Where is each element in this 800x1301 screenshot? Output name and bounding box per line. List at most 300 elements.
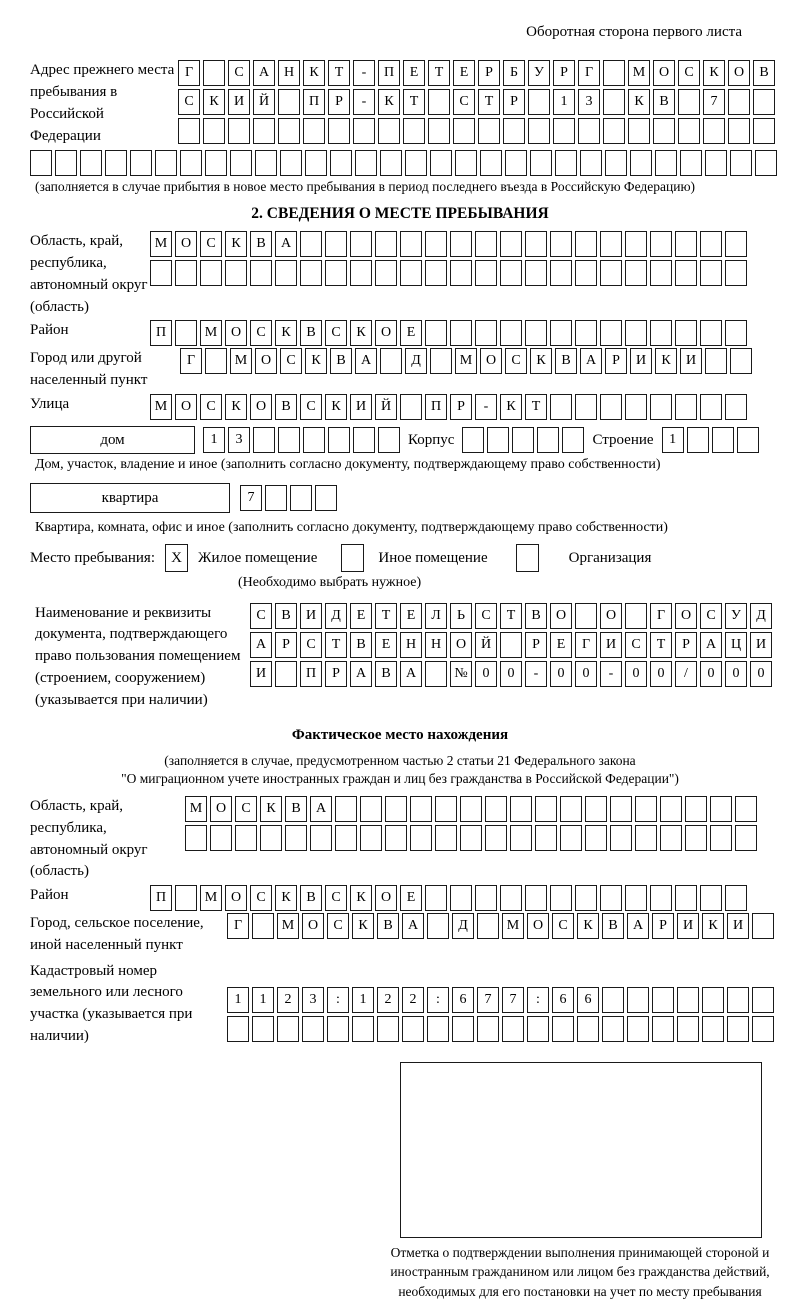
char-box: Г: [650, 603, 672, 629]
char-box: [735, 796, 757, 822]
char-box: Р: [325, 661, 347, 687]
char-box: [327, 1016, 349, 1042]
s2-raion-field: [30, 320, 800, 346]
fact-title: Фактическое место нахождения: [0, 725, 800, 745]
char-box: [735, 825, 757, 851]
char-box: 7: [703, 89, 725, 115]
char-box: [425, 661, 447, 687]
char-box: №: [450, 661, 472, 687]
char-box: М: [455, 348, 477, 374]
char-box: И: [250, 661, 272, 687]
s2-ulitsa-row: [150, 394, 747, 420]
char-box: [610, 796, 632, 822]
char-box: [575, 231, 597, 257]
char-box: :: [327, 987, 349, 1013]
char-box: [530, 150, 552, 176]
char-box: 0: [750, 661, 772, 687]
prev-address-row-3: [178, 118, 775, 144]
char-box: М: [230, 348, 252, 374]
char-box: Р: [478, 60, 500, 86]
s2-mesto-opt1-checkbox: X: [165, 544, 188, 572]
char-box: С: [250, 885, 272, 911]
prev-address-row-1: [178, 60, 775, 86]
char-box: [675, 885, 697, 911]
char-box: Б: [503, 60, 525, 86]
char-box: :: [427, 987, 449, 1013]
char-box: В: [602, 913, 624, 939]
s2-mesto-row: [30, 544, 800, 572]
char-box: [600, 320, 622, 346]
s2-oblast-grid: [150, 231, 747, 286]
char-box: 0: [650, 661, 672, 687]
char-box: /: [675, 661, 697, 687]
char-box: 0: [725, 661, 747, 687]
char-box: [560, 825, 582, 851]
char-box: И: [680, 348, 702, 374]
s2-doc-row-1: [250, 603, 772, 629]
char-box: С: [325, 885, 347, 911]
char-box: Л: [425, 603, 447, 629]
char-box: [425, 320, 447, 346]
char-box: [575, 885, 597, 911]
char-box: [252, 1016, 274, 1042]
char-box: Т: [428, 60, 450, 86]
char-box: [702, 987, 724, 1013]
char-box: О: [175, 231, 197, 257]
char-box: [428, 89, 450, 115]
char-box: [205, 348, 227, 374]
char-box: [380, 150, 402, 176]
char-box: 1: [662, 427, 684, 453]
char-box: [277, 1016, 299, 1042]
char-box: А: [350, 661, 372, 687]
char-box: [755, 150, 777, 176]
char-box: П: [378, 60, 400, 86]
char-box: [603, 89, 625, 115]
char-box: [485, 796, 507, 822]
char-box: 7: [477, 987, 499, 1013]
char-box: [575, 320, 597, 346]
char-box: К: [378, 89, 400, 115]
char-box: [425, 231, 447, 257]
char-box: Р: [328, 89, 350, 115]
char-box: 1: [553, 89, 575, 115]
prev-address-row-2: [178, 89, 775, 115]
char-box: [455, 150, 477, 176]
char-box: [625, 260, 647, 286]
char-box: В: [555, 348, 577, 374]
char-box: В: [275, 603, 297, 629]
char-box: С: [700, 603, 722, 629]
char-box: [428, 118, 450, 144]
char-box: [180, 150, 202, 176]
char-box: [700, 394, 722, 420]
char-box: [275, 260, 297, 286]
char-box: [303, 427, 325, 453]
char-box: [427, 913, 449, 939]
s2-mesto-opt3-checkbox: [516, 544, 539, 572]
char-box: [290, 485, 312, 511]
char-box: Н: [278, 60, 300, 86]
char-box: [485, 825, 507, 851]
s2-kvartira-cells: [240, 485, 337, 511]
char-box: [700, 260, 722, 286]
char-box: [712, 427, 734, 453]
char-box: [728, 118, 750, 144]
char-box: [702, 1016, 724, 1042]
char-box: Т: [325, 632, 347, 658]
char-box: К: [275, 320, 297, 346]
char-box: М: [185, 796, 207, 822]
char-box: [427, 1016, 449, 1042]
char-box: [650, 320, 672, 346]
char-box: С: [505, 348, 527, 374]
char-box: Е: [375, 632, 397, 658]
fact-raion-field: [30, 885, 800, 911]
char-box: [727, 1016, 749, 1042]
char-box: Н: [400, 632, 422, 658]
char-box: [260, 825, 282, 851]
char-box: К: [350, 320, 372, 346]
char-box: [55, 150, 77, 176]
char-box: [678, 89, 700, 115]
char-box: [580, 150, 602, 176]
char-box: [378, 427, 400, 453]
fact-note-2: "О миграционном учете иностранных граждан и лиц без гражданства в Российской Федерации"): [0, 770, 800, 788]
char-box: [435, 796, 457, 822]
char-box: [600, 394, 622, 420]
char-box: [550, 885, 572, 911]
section2-title: 2. СВЕДЕНИЯ О МЕСТЕ ПРЕБЫВАНИЯ: [0, 204, 800, 225]
char-box: [410, 796, 432, 822]
char-box: [475, 320, 497, 346]
char-box: [675, 260, 697, 286]
fact-oblast-row-2: [185, 825, 757, 851]
char-box: [478, 118, 500, 144]
fact-raion-row: [150, 885, 747, 911]
char-box: М: [150, 231, 172, 257]
char-box: [178, 118, 200, 144]
char-box: О: [375, 320, 397, 346]
char-box: О: [225, 320, 247, 346]
char-box: В: [330, 348, 352, 374]
char-box: Т: [375, 603, 397, 629]
char-box: Т: [525, 394, 547, 420]
char-box: [278, 89, 300, 115]
char-box: [452, 1016, 474, 1042]
char-box: [603, 60, 625, 86]
char-box: [502, 1016, 524, 1042]
char-box: [225, 260, 247, 286]
char-box: 3: [228, 427, 250, 453]
fact-note-1: (заполняется в случае, предусмотренном частью 2 статьи 21 Федерального закона: [0, 752, 800, 770]
char-box: [725, 320, 747, 346]
char-box: [335, 796, 357, 822]
char-box: [203, 60, 225, 86]
char-box: [210, 825, 232, 851]
char-box: [728, 89, 750, 115]
char-box: [203, 118, 225, 144]
char-box: А: [355, 348, 377, 374]
char-box: Г: [178, 60, 200, 86]
char-box: [450, 260, 472, 286]
char-box: Т: [500, 603, 522, 629]
char-box: [727, 987, 749, 1013]
fact-kadastr-row-1: [227, 987, 774, 1013]
char-box: С: [200, 231, 222, 257]
char-box: [252, 913, 274, 939]
char-box: [585, 796, 607, 822]
char-box: [525, 885, 547, 911]
char-box: О: [675, 603, 697, 629]
char-box: [528, 118, 550, 144]
char-box: [752, 987, 774, 1013]
char-box: Й: [475, 632, 497, 658]
char-box: [130, 150, 152, 176]
char-box: [275, 661, 297, 687]
char-box: А: [700, 632, 722, 658]
prev-address-row-4: [30, 150, 800, 176]
char-box: С: [228, 60, 250, 86]
char-box: [562, 427, 584, 453]
char-box: С: [250, 603, 272, 629]
char-box: [650, 394, 672, 420]
char-box: Р: [275, 632, 297, 658]
s2-doc-row-2: [250, 632, 772, 658]
char-box: Н: [425, 632, 447, 658]
char-box: 7: [240, 485, 262, 511]
fact-kadastr-label: Кадастровый номер земельного или лесного участка (указывается при наличии): [30, 961, 227, 1048]
char-box: [487, 427, 509, 453]
char-box: Е: [400, 603, 422, 629]
char-box: Р: [450, 394, 472, 420]
char-box: [627, 987, 649, 1013]
char-box: К: [628, 89, 650, 115]
char-box: [577, 1016, 599, 1042]
char-box: К: [577, 913, 599, 939]
char-box: [650, 231, 672, 257]
char-box: [675, 231, 697, 257]
char-box: Р: [675, 632, 697, 658]
char-box: [155, 150, 177, 176]
char-box: П: [303, 89, 325, 115]
char-box: [450, 885, 472, 911]
char-box: [175, 885, 197, 911]
char-box: К: [325, 394, 347, 420]
char-box: [677, 1016, 699, 1042]
char-box: [700, 231, 722, 257]
char-box: 1: [352, 987, 374, 1013]
char-box: [353, 118, 375, 144]
char-box: [360, 796, 382, 822]
char-box: С: [178, 89, 200, 115]
char-box: К: [275, 885, 297, 911]
char-box: В: [300, 320, 322, 346]
s2-oblast-row-1: [150, 231, 747, 257]
char-box: [627, 1016, 649, 1042]
char-box: Д: [750, 603, 772, 629]
char-box: [500, 320, 522, 346]
char-box: К: [350, 885, 372, 911]
char-box: [610, 825, 632, 851]
char-box: И: [228, 89, 250, 115]
char-box: [385, 796, 407, 822]
char-box: [430, 348, 452, 374]
char-box: С: [678, 60, 700, 86]
char-box: [450, 320, 472, 346]
char-box: С: [327, 913, 349, 939]
char-box: [537, 427, 559, 453]
char-box: [227, 1016, 249, 1042]
char-box: [685, 796, 707, 822]
s2-doc-block: [35, 603, 800, 712]
char-box: О: [225, 885, 247, 911]
char-box: [687, 427, 709, 453]
s2-dom-box: дом: [30, 426, 195, 454]
char-box: [500, 260, 522, 286]
char-box: [753, 118, 775, 144]
char-box: [30, 150, 52, 176]
char-box: М: [628, 60, 650, 86]
char-box: [278, 118, 300, 144]
char-box: -: [353, 89, 375, 115]
char-box: [175, 320, 197, 346]
fact-kadastr-field: [30, 961, 800, 1048]
prev-address-note: (заполняется в случае прибытия в новое место пребывания в период последнего въезда в Российскую Федерацию): [35, 178, 800, 196]
char-box: [375, 260, 397, 286]
char-box: [353, 427, 375, 453]
char-box: [652, 987, 674, 1013]
char-box: У: [725, 603, 747, 629]
char-box: [585, 825, 607, 851]
char-box: В: [525, 603, 547, 629]
char-box: П: [425, 394, 447, 420]
char-box: И: [600, 632, 622, 658]
char-box: [525, 231, 547, 257]
char-box: [505, 150, 527, 176]
char-box: В: [753, 60, 775, 86]
char-box: К: [655, 348, 677, 374]
char-box: [725, 231, 747, 257]
char-box: А: [310, 796, 332, 822]
char-box: К: [225, 394, 247, 420]
char-box: [575, 260, 597, 286]
char-box: [475, 231, 497, 257]
char-box: Й: [375, 394, 397, 420]
char-box: [462, 427, 484, 453]
char-box: И: [727, 913, 749, 939]
char-box: [550, 231, 572, 257]
char-box: [477, 1016, 499, 1042]
char-box: [325, 260, 347, 286]
char-box: О: [255, 348, 277, 374]
char-box: [477, 913, 499, 939]
char-box: [253, 118, 275, 144]
char-box: 3: [302, 987, 324, 1013]
s2-kvartira-box: квартира: [30, 483, 230, 513]
char-box: [578, 118, 600, 144]
char-box: [510, 796, 532, 822]
s2-oblast-row-2: [150, 260, 747, 286]
char-box: Ь: [450, 603, 472, 629]
char-box: [378, 118, 400, 144]
char-box: В: [300, 885, 322, 911]
char-box: [730, 348, 752, 374]
char-box: [80, 150, 102, 176]
char-box: [630, 150, 652, 176]
char-box: И: [677, 913, 699, 939]
s2-ulitsa-label: Улица: [30, 394, 150, 416]
s2-mesto-opt2-checkbox: [341, 544, 364, 572]
char-box: О: [250, 394, 272, 420]
char-box: [525, 260, 547, 286]
char-box: И: [630, 348, 652, 374]
char-box: [350, 260, 372, 286]
char-box: [300, 260, 322, 286]
char-box: [405, 150, 427, 176]
confirmation-stamp-note: Отметка о подтверждении выполнения принимающей стороной и иностранным гражданином или лицом без гражданства действий, необходимых для его постановки на учет по месту пребывания: [382, 1243, 778, 1301]
char-box: [328, 118, 350, 144]
char-box: [625, 885, 647, 911]
char-box: С: [300, 394, 322, 420]
char-box: [335, 825, 357, 851]
char-box: С: [250, 320, 272, 346]
char-box: О: [600, 603, 622, 629]
char-box: [677, 987, 699, 1013]
char-box: Т: [650, 632, 672, 658]
char-box: Д: [452, 913, 474, 939]
char-box: [653, 118, 675, 144]
char-box: [400, 260, 422, 286]
char-box: [560, 796, 582, 822]
char-box: [402, 1016, 424, 1042]
char-box: И: [750, 632, 772, 658]
char-box: В: [250, 231, 272, 257]
char-box: [527, 1016, 549, 1042]
char-box: 6: [452, 987, 474, 1013]
char-box: [737, 427, 759, 453]
char-box: [253, 427, 275, 453]
char-box: О: [302, 913, 324, 939]
char-box: [753, 89, 775, 115]
char-box: 0: [575, 661, 597, 687]
fact-kadastr-row-2: [227, 1016, 774, 1042]
char-box: М: [200, 320, 222, 346]
char-box: Г: [180, 348, 202, 374]
char-box: К: [703, 60, 725, 86]
char-box: [403, 118, 425, 144]
char-box: О: [550, 603, 572, 629]
char-box: -: [600, 661, 622, 687]
s2-mesto-label: Место пребывания:: [30, 548, 155, 568]
char-box: Е: [400, 320, 422, 346]
char-box: Д: [325, 603, 347, 629]
char-box: [752, 913, 774, 939]
char-box: [625, 320, 647, 346]
s2-dom-cells: [203, 427, 400, 453]
s2-mesto-opt3-label: Организация: [569, 548, 652, 568]
char-box: [600, 231, 622, 257]
char-box: [380, 348, 402, 374]
char-box: П: [300, 661, 322, 687]
char-box: [575, 603, 597, 629]
char-box: [475, 885, 497, 911]
char-box: М: [150, 394, 172, 420]
char-box: О: [375, 885, 397, 911]
char-box: [660, 825, 682, 851]
char-box: М: [277, 913, 299, 939]
char-box: [700, 320, 722, 346]
